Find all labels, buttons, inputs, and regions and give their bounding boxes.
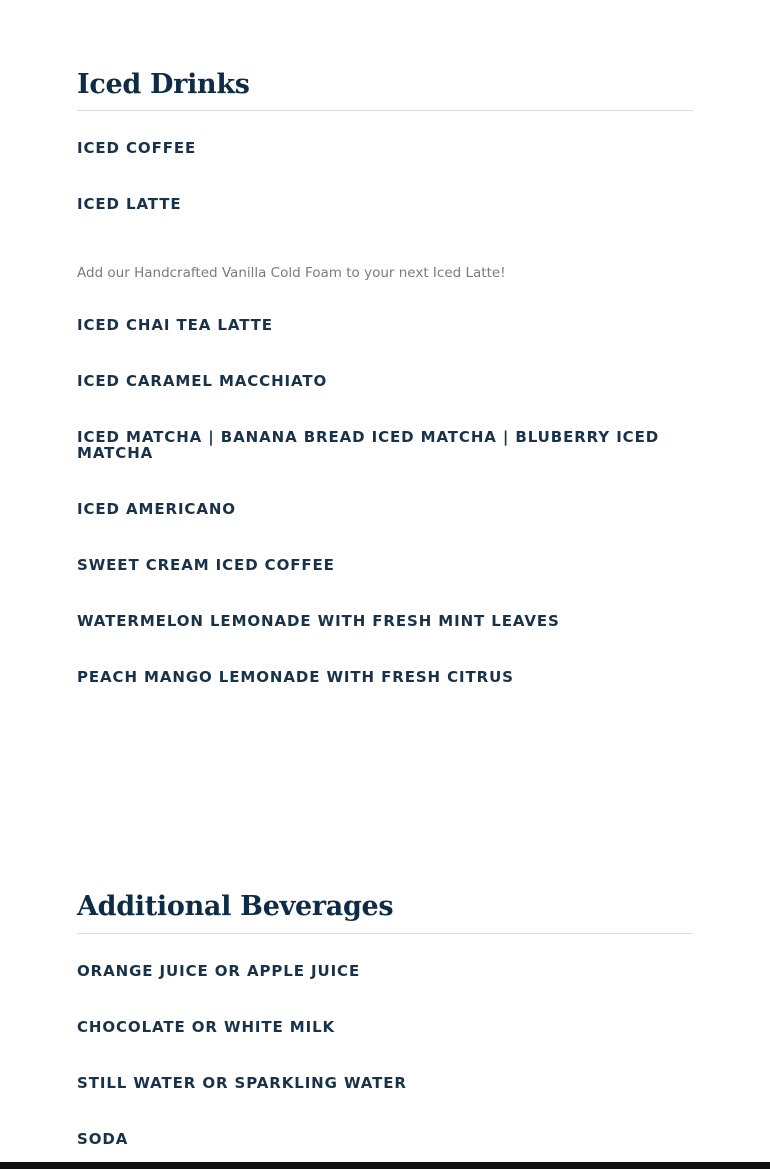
menu-item-iced-chai-tea-latte: ICED CHAI TEA LATTE [77, 316, 273, 334]
section-title-iced-drinks: Iced Drinks [77, 69, 250, 100]
menu-item-still-or-sparkling-water: STILL WATER OR SPARKLING WATER [77, 1074, 407, 1092]
menu-item-chocolate-or-white-milk: CHOCOLATE OR WHITE MILK [77, 1018, 336, 1036]
bottom-bar [0, 1162, 770, 1169]
iced-drinks-section [77, 66, 693, 706]
menu-item-soda: SODA [77, 1130, 129, 1148]
menu-item-sweet-cream-iced-coffee: SWEET CREAM ICED COFFEE [77, 556, 335, 574]
menu-item-iced-latte: ICED LATTE [77, 195, 182, 213]
menu-item-iced-caramel-macchiato: ICED CARAMEL MACCHIATO [77, 372, 328, 390]
section-divider [77, 110, 693, 111]
section-divider [77, 933, 693, 934]
additional-beverages-section [77, 888, 693, 1158]
menu-item-peach-mango-lemonade: PEACH MANGO LEMONADE WITH FRESH CITRUS [77, 668, 514, 686]
menu-item-iced-americano: ICED AMERICANO [77, 500, 236, 518]
section-title-additional-beverages: Additional Beverages [77, 891, 394, 922]
menu-item-watermelon-lemonade: WATERMELON LEMONADE WITH FRESH MINT LEAVES [77, 612, 560, 630]
menu-item-orange-or-apple-juice: ORANGE JUICE OR APPLE JUICE [77, 962, 361, 980]
menu-item-iced-coffee: ICED COFFEE [77, 139, 197, 157]
menu-item-note-cold-foam: Add our Handcrafted Vanilla Cold Foam to your next Iced Latte! [77, 265, 506, 281]
menu-item-iced-matcha: ICED MATCHA | BANANA BREAD ICED MATCHA | BLUBERRY ICED MATCHA [77, 428, 660, 462]
